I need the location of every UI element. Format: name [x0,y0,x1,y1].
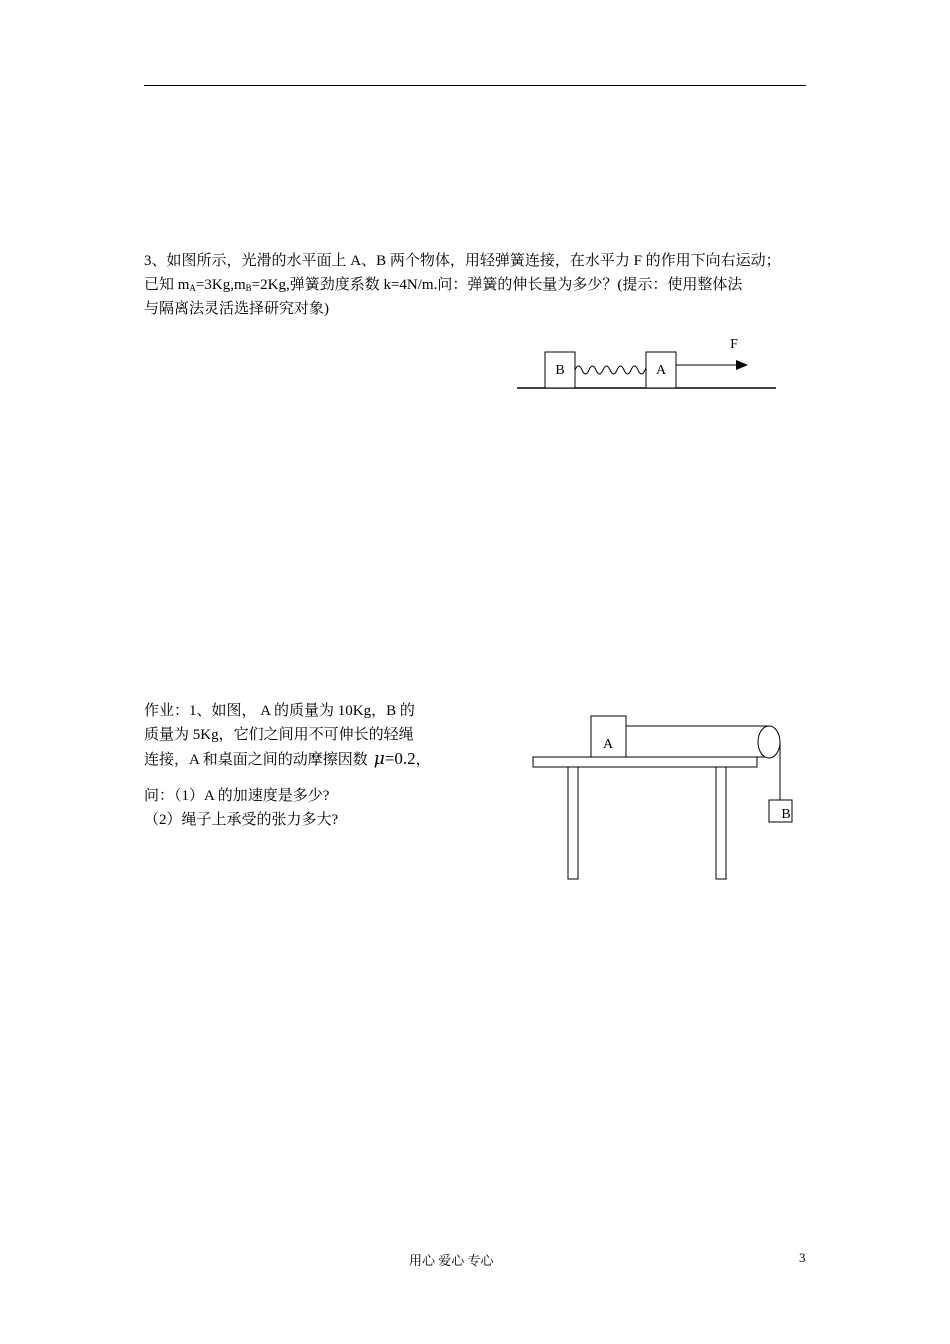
homework-line-3-end: ， [415,752,431,768]
block-a-label: A [655,363,667,378]
pulley [758,726,780,758]
footer-motto: 用心 爱心 专心 [409,1253,494,1268]
problem-3-line-2-a: 已知 m [144,277,190,293]
homework-line-1: 作业：1、如图， A 的质量为 10Kg，B 的 [144,703,415,719]
table-pulley-figure [525,710,795,890]
homework-question-1: 问：（1）A 的加速度是多少? [144,788,330,804]
problem-3-line-3: 与隔离法灵活选择研究对象) [144,301,329,317]
homework-text [144,699,504,832]
problem-3-line-2-b: =3Kg,m [195,277,246,293]
friction-coefficient-symbol: μ [373,749,385,769]
table-leg-right [716,767,726,879]
subscript-b: B [245,283,252,293]
force-label: F [730,337,738,352]
homework-line-3 [144,747,504,772]
problem-3-text [144,249,824,321]
block-b-label: B [781,807,791,822]
block-a-label: A [602,737,614,752]
problem-3-line-2-c: =2Kg,弹簧劲度系数 k=4N/m.问：弹簧的伸长量为多少？(提示：使用整体法 [251,277,743,293]
table-top [533,757,757,767]
spring-blocks-figure [510,330,790,400]
subscript-a: A [189,283,196,293]
homework-line-3-text: 连接，A 和桌面之间的动摩擦因数 [144,752,368,768]
homework-question-2: （2）绳子上承受的张力多大? [144,812,339,828]
block-b-label: B [555,363,565,378]
friction-coefficient-value: =0.2 [384,749,416,768]
force-arrow-head [736,360,748,370]
spacer [144,772,504,784]
header-rule [144,85,806,86]
page-number: 3 [799,1250,806,1265]
table-leg-left [568,767,578,879]
homework-line-2: 质量为 5Kg，它们之间用不可伸长的轻绳 [144,727,414,743]
problem-3-line-2 [144,273,824,297]
problem-3-line-1: 3、如图所示，光滑的水平面上 A、B 两个物体，用轻弹簧连接，在水平力 F 的作用下向右运动； [144,253,781,269]
